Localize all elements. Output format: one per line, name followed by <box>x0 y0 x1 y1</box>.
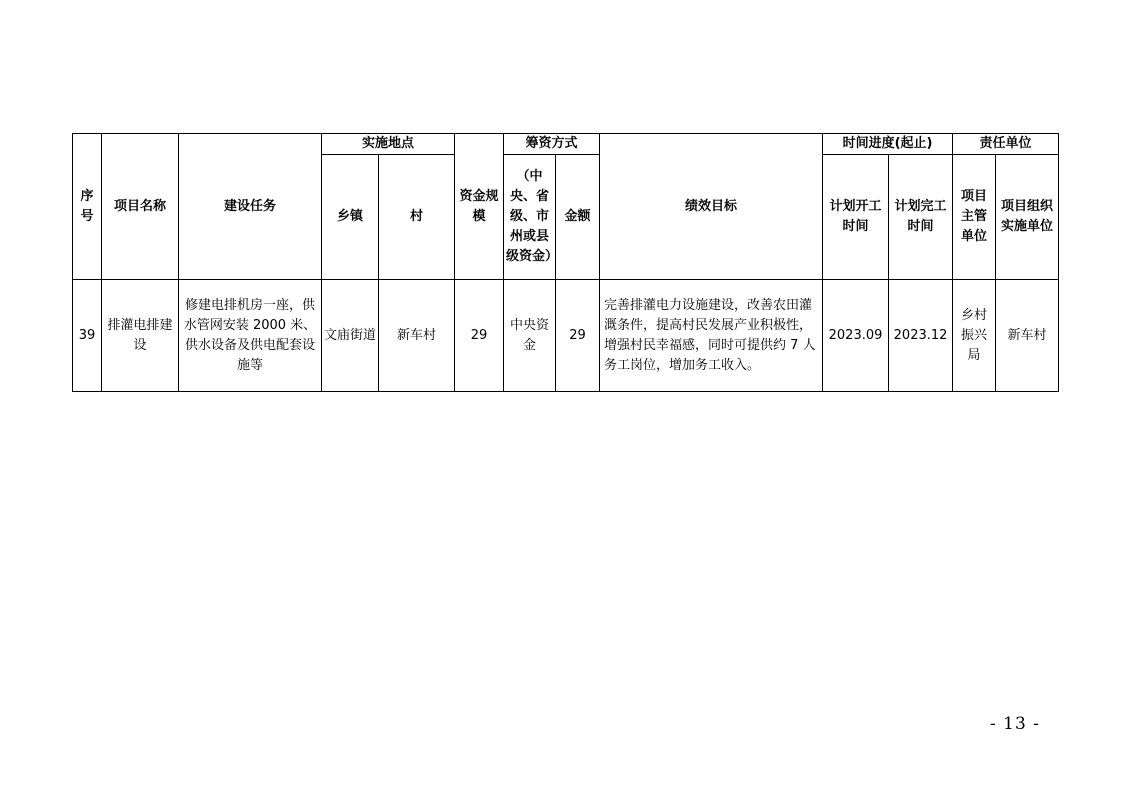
header-row-1 <box>73 134 1059 155</box>
header-amount: 金额 <box>556 155 600 280</box>
cell-plan-end: 2023.12 <box>889 280 953 392</box>
table-row <box>73 280 1059 392</box>
cell-project-name: 排灌电排建设 <box>102 280 179 392</box>
cell-managing-unit: 乡村振兴局 <box>953 280 996 392</box>
header-construction-task: 建设任务 <box>179 134 322 280</box>
header-plan-start: 计划开工时间 <box>823 155 889 280</box>
header-performance-goal: 绩效目标 <box>600 134 823 280</box>
header-fund-source: （中央、省级、市州或县级资金） <box>504 155 556 280</box>
header-village: 村 <box>379 155 455 280</box>
cell-amount: 29 <box>556 280 600 392</box>
header-town: 乡镇 <box>322 155 379 280</box>
cell-performance-goal: 完善排灌电力设施建设，改善农田灌溉条件，提高村民发展产业积极性，增强村民幸福感，同时可提供约 7 人务工岗位，增加务工收入。 <box>600 280 823 392</box>
header-seq: 序号 <box>73 134 102 280</box>
cell-village: 新车村 <box>379 280 455 392</box>
cell-implementing-unit: 新车村 <box>996 280 1059 392</box>
header-fund-scale: 资金规模 <box>455 134 504 280</box>
header-project-name: 项目名称 <box>102 134 179 280</box>
header-managing-unit: 项目主管单位 <box>953 155 996 280</box>
header-location: 实施地点 <box>322 134 455 155</box>
header-implementing-unit: 项目组织实施单位 <box>996 155 1059 280</box>
page-number: - 13 - <box>990 714 1040 734</box>
cell-construction-task: 修建电排机房一座，供水管网安装 2000 米、供水设备及供电配套设施等 <box>179 280 322 392</box>
header-funding-method: 筹资方式 <box>504 134 600 155</box>
cell-plan-start: 2023.09 <box>823 280 889 392</box>
cell-fund-source: 中央资金 <box>504 280 556 392</box>
header-schedule: 时间进度(起止) <box>823 134 953 155</box>
header-responsible-unit: 责任单位 <box>953 134 1059 155</box>
cell-seq: 39 <box>73 280 102 392</box>
header-plan-end: 计划完工时间 <box>889 155 953 280</box>
project-table <box>72 133 1059 392</box>
cell-fund-scale: 29 <box>455 280 504 392</box>
cell-town: 文庙街道 <box>322 280 379 392</box>
